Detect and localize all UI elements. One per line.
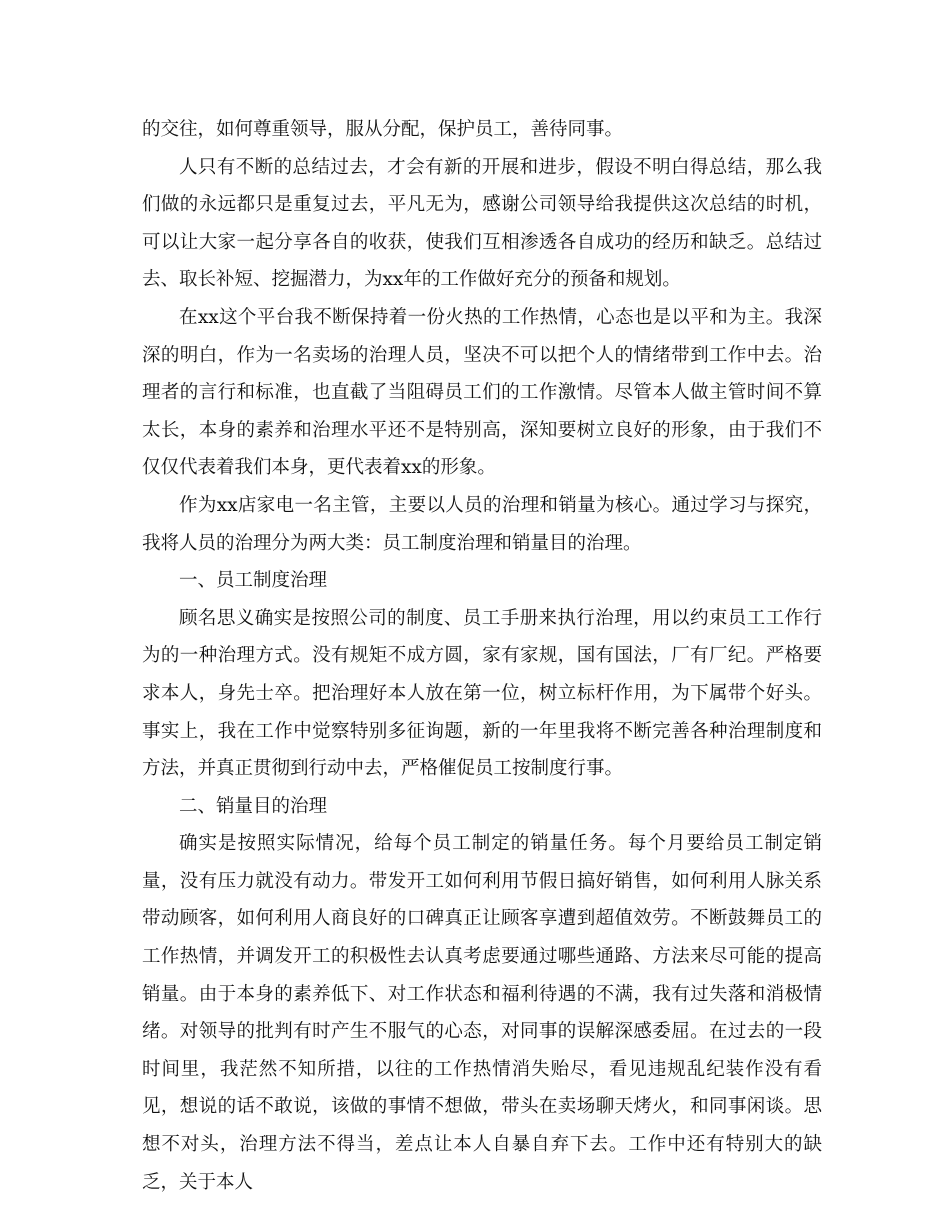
- paragraph: 顾名思义确实是按照公司的制度、员工手册来执行治理，用以约束员工工作行为的一种治理方式。没有规矩不成方圆，家有家规，国有国法，厂有厂纪。严格要求本人，身先士卒。把治理好本人放在第一位，树立标杆作用，为下属带个好头。事实上，我在工作中觉察特别多征询题，新的一年里我将不断完善各种治理制度和方法，并真正贯彻到行动中去，严格催促员工按制度行事。: [142, 607, 822, 780]
- document-body: [142, 111, 822, 1201]
- section-heading-staff-system: 一、员工制度治理: [179, 570, 328, 592]
- paragraph-continuation: 的交往，如何尊重领导，服从分配，保护员工，善待同事。: [142, 119, 624, 140]
- paragraph: 人只有不断的总结过去，才会有新的开展和进步，假设不明白得总结，那么我们做的永远都只是重复过去，平凡无为，感谢公司领导给我提供这次总结的时机，可以让大家一起分享各自的收获，使我们互相渗透各自成功的经历和缺乏。总结过去、取长补短、挖掘潜力，为xx年的工作做好充分的预备和规划。: [142, 156, 822, 291]
- section-heading-sales-target: 二、销量目的治理: [179, 795, 328, 817]
- paragraph: 作为xx店家电一名主管，主要以人员的治理和销量为核心。通过学习与探究，我将人员的治理分为两大类：员工制度治理和销量目的治理。: [142, 494, 822, 554]
- paragraph: 在xx这个平台我不断保持着一份火热的工作热情，心态也是以平和为主。我深深的明白，作为一名卖场的治理人员，坚决不可以把个人的情绪带到工作中去。治理者的言行和标准，也直截了当阻碍员工们的工作激情。尽管本人做主管时间不算太长，本身的素养和治理水平还不是特别高，深知要树立良好的形象，由于我们不仅仅代表着我们本身，更代表着xx的形象。: [142, 306, 822, 479]
- paragraph: 确实是按照实际情况，给每个员工制定的销量任务。每个月要给员工制定销量，没有压力就没有动力。带发开工如何利用节假日搞好销售，如何利用人脉关系带动顾客，如何利用人商良好的口碑真正让顾客享遭到超值效劳。不断鼓舞员工的工作热情，并调发开工的积极性去认真考虑要通过哪些通路、方法来尽可能的提高销量。由于本身的素养低下、对工作状态和福利待遇的不满，我有过失落和消极情绪。对领导的批判有时产生不服气的心态，对同事的误解深感委屈。在过去的一段时间里，我茫然不知所措，以往的工作热情消失贻尽，看见违规乱纪装作没有看见，想说的话不敢说，该做的事情不想做，带头在卖场聊天烤火，和同事闲谈。思想不对头，治理方法不得当，差点让本人自暴自弃下去。工作中还有特别大的缺乏，关于本人: [142, 833, 822, 1193]
